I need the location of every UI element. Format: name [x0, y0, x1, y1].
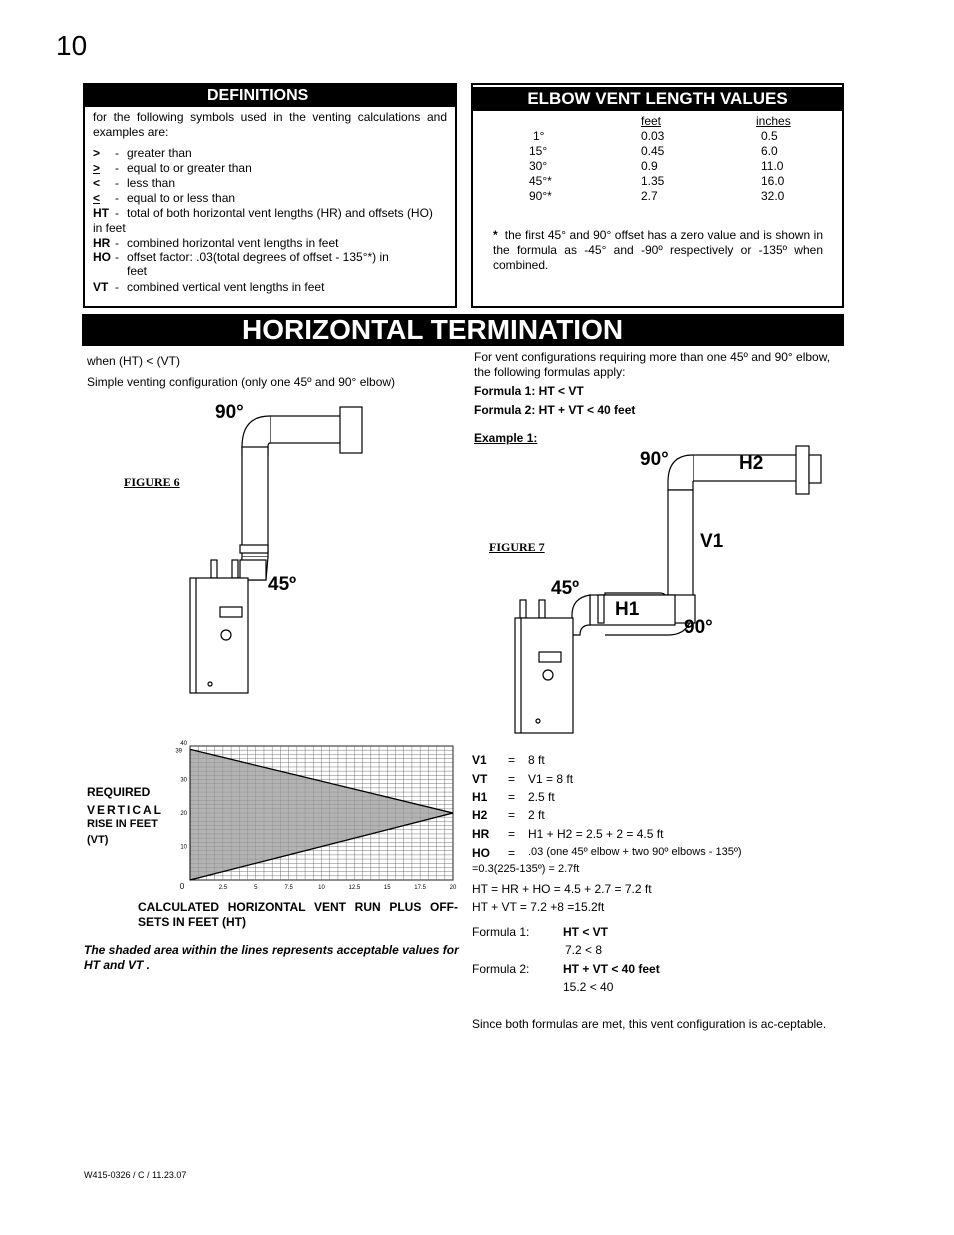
def-desc: offset factor: .03(total degrees of offset - 135°*) in	[127, 250, 389, 264]
elbow-deg: 1°	[533, 129, 545, 143]
def-symbol: HR	[93, 236, 111, 250]
fig7-angle-90-bottom: 90°	[684, 617, 713, 638]
x-tick-label: 7.5	[284, 885, 293, 891]
calc-rhs: V1 = 8 ft	[528, 772, 574, 786]
elbow-feet: 2.7	[641, 189, 658, 203]
calc-lhs: HR	[472, 827, 490, 841]
def-symbol: >	[93, 161, 101, 175]
fig6-angle-90: 90°	[215, 402, 244, 423]
formula-2-label: Formula 2:	[472, 962, 530, 976]
def-row: HR - combined horizontal vent lengths in feet	[93, 236, 339, 250]
fig7-angle-45: 45º	[551, 578, 580, 599]
figure-6-label: FIGURE 6	[124, 475, 180, 489]
elbow-note	[493, 228, 823, 273]
ht-calc: HT = HR + HO = 4.5 + 2.7 = 7.2 ft	[472, 882, 652, 896]
elbow-inches: 6.0	[761, 144, 778, 158]
x-tick-label: 0	[179, 882, 185, 891]
y-tick-label: 40	[180, 741, 187, 747]
ho-continuation: =0.3(225-135º) = 2.7ft	[472, 863, 580, 875]
figure-6-diagram	[180, 395, 380, 700]
conclusion-text: Since both formulas are met, this vent configuration is ac-ceptable.	[472, 1017, 827, 1031]
chart-xlabel: CALCULATED HORIZONTAL VENT RUN PLUS OFF-SETS IN FEET (HT)	[138, 900, 458, 929]
def-symbol: <	[93, 176, 101, 190]
elbow-deg: 90°*	[529, 189, 552, 203]
y-tick-label: 10	[180, 844, 187, 851]
formula-2-value: 15.2 < 40	[563, 980, 614, 994]
x-tick-label: 17.5	[414, 885, 426, 891]
col-inches-header: inches	[756, 114, 791, 128]
calc-lhs: H2	[472, 808, 488, 822]
shaded-note: The shaded area within the lines represents acceptable values for HT and VT .	[84, 943, 459, 972]
def-continuation: in feet	[93, 221, 126, 235]
fig7-label-h2: H2	[739, 453, 764, 474]
chart-ylabel-vertical: VERTICAL	[87, 803, 163, 817]
calc-rhs: H1 + H2 = 2.5 + 2 = 4.5 ft	[528, 827, 664, 841]
elbow-inches: 0.5	[761, 129, 778, 143]
document-code: W415-0326 / C / 11.23.07	[84, 1170, 187, 1180]
x-tick-label: 2.5	[218, 885, 228, 891]
def-symbol: HT	[93, 206, 109, 220]
chart-ylabel-rise: RISE IN FEET	[87, 818, 158, 830]
simple-config-text: Simple venting configuration (only one 45º and 90° elbow)	[87, 375, 396, 389]
definitions-box	[83, 83, 457, 308]
note-star: *	[493, 228, 498, 242]
right-intro: For vent configurations requiring more than one 45º and 90° elbow, the following formulas apply:	[474, 350, 831, 379]
def-desc: total of both horizontal vent lengths (HR) and offsets (HO)	[127, 206, 433, 220]
calc-rhs: 2 ft	[528, 808, 545, 822]
calc-rhs: 8 ft	[528, 753, 545, 767]
y-tick-label: 30	[180, 777, 187, 784]
formula-1: Formula 1: HT < VT	[474, 384, 584, 398]
when-condition: when (HT) < (VT)	[87, 354, 181, 368]
elbow-feet: 0.9	[641, 159, 658, 173]
def-row: HO - offset factor: .03(total degrees of offset - 135°*) in	[93, 250, 389, 264]
x-tick-label: 15	[383, 885, 391, 891]
calc-rhs: 2.5 ft	[528, 790, 555, 804]
elbow-inches: 32.0	[761, 189, 785, 203]
elbow-values-box	[471, 83, 844, 308]
section-banner: HORIZONTAL TERMINATION	[82, 314, 844, 346]
calc-eq: =	[508, 790, 516, 804]
fig6-angle-45: 45º	[268, 574, 297, 595]
note-text: the first 45° and 90° offset has a zero value and is shown in the formula as -45° and -90º respectively or -135º when combined.	[493, 228, 824, 272]
x-tick-label: 10	[318, 885, 325, 891]
calc-eq: =	[508, 753, 516, 767]
elbow-feet: 1.35	[641, 174, 665, 188]
vent-chart	[170, 740, 465, 895]
elbow-inches: 11.0	[761, 159, 784, 173]
def-desc: equal to or less than	[127, 191, 236, 205]
def-row: HT - total of both horizontal vent lengths (HR) and offsets (HO)	[93, 206, 433, 220]
def-desc: equal to or greater than	[127, 161, 252, 175]
def-row: > - greater than	[93, 146, 192, 160]
chart-ylabel-vt: (VT)	[87, 834, 109, 846]
elbow-inches: 16.0	[761, 174, 785, 188]
figure-7-label: FIGURE 7	[489, 540, 545, 554]
calc-eq: =	[508, 846, 516, 860]
fig7-label-v1: V1	[700, 531, 724, 552]
elbow-values-title: ELBOW VENT LENGTH VALUES	[473, 87, 842, 111]
def-desc: combined horizontal vent lengths in feet	[127, 236, 339, 250]
page-number: 10	[56, 30, 88, 61]
def-desc: combined vertical vent lengths in feet	[127, 280, 325, 294]
col-feet-header: feet	[641, 114, 662, 128]
definitions-intro: for the following symbols used in the venting calculations and examples are:	[93, 110, 447, 139]
formula-1-label: Formula 1:	[472, 925, 530, 939]
def-symbol: HO	[93, 250, 111, 264]
chart-ylabel-required: REQUIRED	[87, 785, 151, 799]
def-desc: greater than	[127, 146, 192, 160]
ht-vt-calc: HT + VT = 7.2 +8 =15.2ft	[472, 900, 605, 914]
def-row: VT - combined vertical vent lengths in feet	[93, 280, 325, 294]
def-row: < - less than	[93, 176, 176, 190]
fig7-label-h1: H1	[615, 599, 640, 620]
fig7-angle-90-top: 90°	[640, 449, 669, 470]
def-symbol: VT	[93, 280, 109, 294]
x-tick-label: 12.5	[348, 885, 361, 891]
elbow-deg: 15°	[529, 144, 548, 158]
def-symbol: <	[93, 191, 101, 205]
formula-2: Formula 2: HT + VT < 40 feet	[474, 403, 636, 417]
elbow-feet: 0.45	[641, 144, 665, 158]
formula-1-value: 7.2 < 8	[565, 943, 603, 957]
formula-1-expr: HT < VT	[563, 925, 609, 939]
calc-eq: =	[508, 827, 516, 841]
calc-lhs: HO	[472, 846, 490, 860]
x-tick-label: 20	[449, 885, 457, 891]
definitions-title: DEFINITIONS	[85, 85, 455, 107]
def-continuation: feet	[127, 264, 148, 278]
calc-eq: =	[508, 808, 516, 822]
def-row: > - equal to or greater than	[93, 161, 252, 175]
formula-2-expr: HT + VT < 40 feet	[563, 962, 660, 976]
calc-eq: =	[508, 772, 516, 786]
x-tick-label: 5	[254, 885, 258, 891]
def-row: < - equal to or less than	[93, 191, 236, 205]
y-tick-label: 39	[175, 748, 182, 755]
elbow-feet: 0.03	[641, 129, 665, 143]
calc-lhs: H1	[472, 790, 488, 804]
elbow-deg: 30°	[529, 159, 548, 173]
example-1-heading: Example 1:	[474, 431, 538, 445]
y-tick-label: 20	[180, 811, 187, 817]
elbow-deg: 45°*	[529, 174, 552, 188]
def-symbol: >	[93, 146, 101, 160]
calc-lhs: V1	[472, 753, 487, 767]
calc-rhs: .03 (one 45º elbow + two 90º elbows - 135º)	[528, 846, 742, 858]
calc-lhs: VT	[472, 772, 488, 786]
def-desc: less than	[127, 176, 176, 190]
